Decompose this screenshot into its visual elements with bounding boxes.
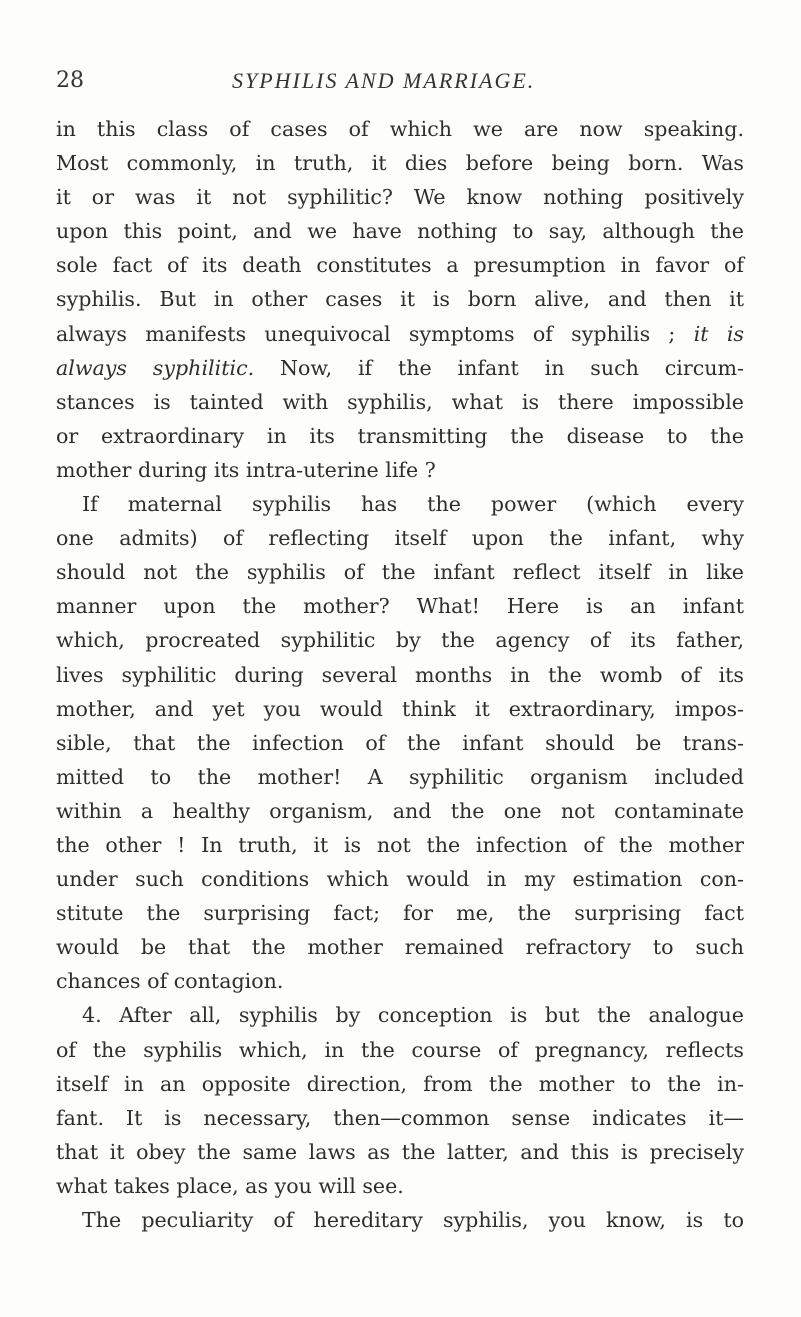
text-line: fant. It is necessary, then—common sense indicates it— [56,1105,744,1130]
text-line: in this class of cases of which we are now speaking. [56,117,744,141]
running-head [56,68,756,100]
text-line: stances is tainted with syphilis, what is there impossible [56,389,744,414]
text-segment: Now, if the infant in such circum- [254,355,745,380]
text-line: the other ! In truth, it is not the infection of the mother [56,832,744,857]
text-line: Most commonly, in truth, it dies before being born. Was [56,151,744,176]
text-line: should not the syphilis of the infant reflect itself in like [56,560,744,585]
paragraph-4 [56,1203,744,1237]
text-line: which, procreated syphilitic by the agency of its father, [56,628,744,653]
page-number: 28 [56,68,84,93]
text-line [56,317,744,351]
text-line: stitute the surprising fact; for me, the surprising fact [56,901,744,926]
text-line: within a healthy organism, and the one not contaminate [56,798,744,823]
text-line: one admits) of reflecting itself upon the infant, why [56,526,744,551]
body-text [56,112,744,1237]
text-line: sible, that the infection of the infant should be trans- [56,730,744,755]
paragraph-3 [56,998,744,1203]
text-line: of the syphilis which, in the course of pregnancy, reflects [56,1037,744,1062]
paragraph-2 [56,487,744,998]
text-line: 4. After all, syphilis by conception is but the analogue [82,1003,744,1028]
text-line: syphilis. But in other cases it is born alive, and then it [56,287,744,312]
text-line: itself in an opposite direction, from the mother to the in- [56,1071,744,1096]
text-line: under such conditions which would in my estimation con- [56,867,744,892]
text-line: would be that the mother remained refractory to such [56,935,744,960]
text-line: mother, and yet you would think it extraordinary, impos- [56,696,744,721]
text-line: chances of contagion. [56,969,284,994]
text-line: mitted to the mother! A syphilitic organism included [56,764,744,789]
text-line: it or was it not syphilitic? We know nothing positively [56,185,744,210]
text-line: upon this point, and we have nothing to say, although the [56,219,744,244]
text-line [56,351,744,385]
emphasis: it is [693,321,744,346]
text-line: or extraordinary in its transmitting the disease to the [56,423,744,448]
text-line: The peculiarity of hereditary syphilis, you know, is to [82,1208,744,1232]
text-line: sole fact of its death constitutes a presumption in favor of [56,253,744,278]
text-line: manner upon the mother? What! Here is an infant [56,594,744,619]
text-segment: always manifests unequivocal symptoms of syphilis ; [56,321,676,346]
text-line: mother during its intra-uterine life ? [56,457,436,482]
text-line: lives syphilitic during several months in the womb of its [56,662,744,687]
running-title: SYPHILIS AND MARRIAGE. [232,68,536,93]
paragraph-1 [56,112,744,487]
emphasis: always syphilitic. [56,355,255,380]
text-line: If maternal syphilis has the power (which every [82,492,744,517]
text-line: that it obey the same laws as the latter, and this is precisely [56,1139,744,1164]
text-line: what takes place, as you will see. [56,1173,404,1198]
